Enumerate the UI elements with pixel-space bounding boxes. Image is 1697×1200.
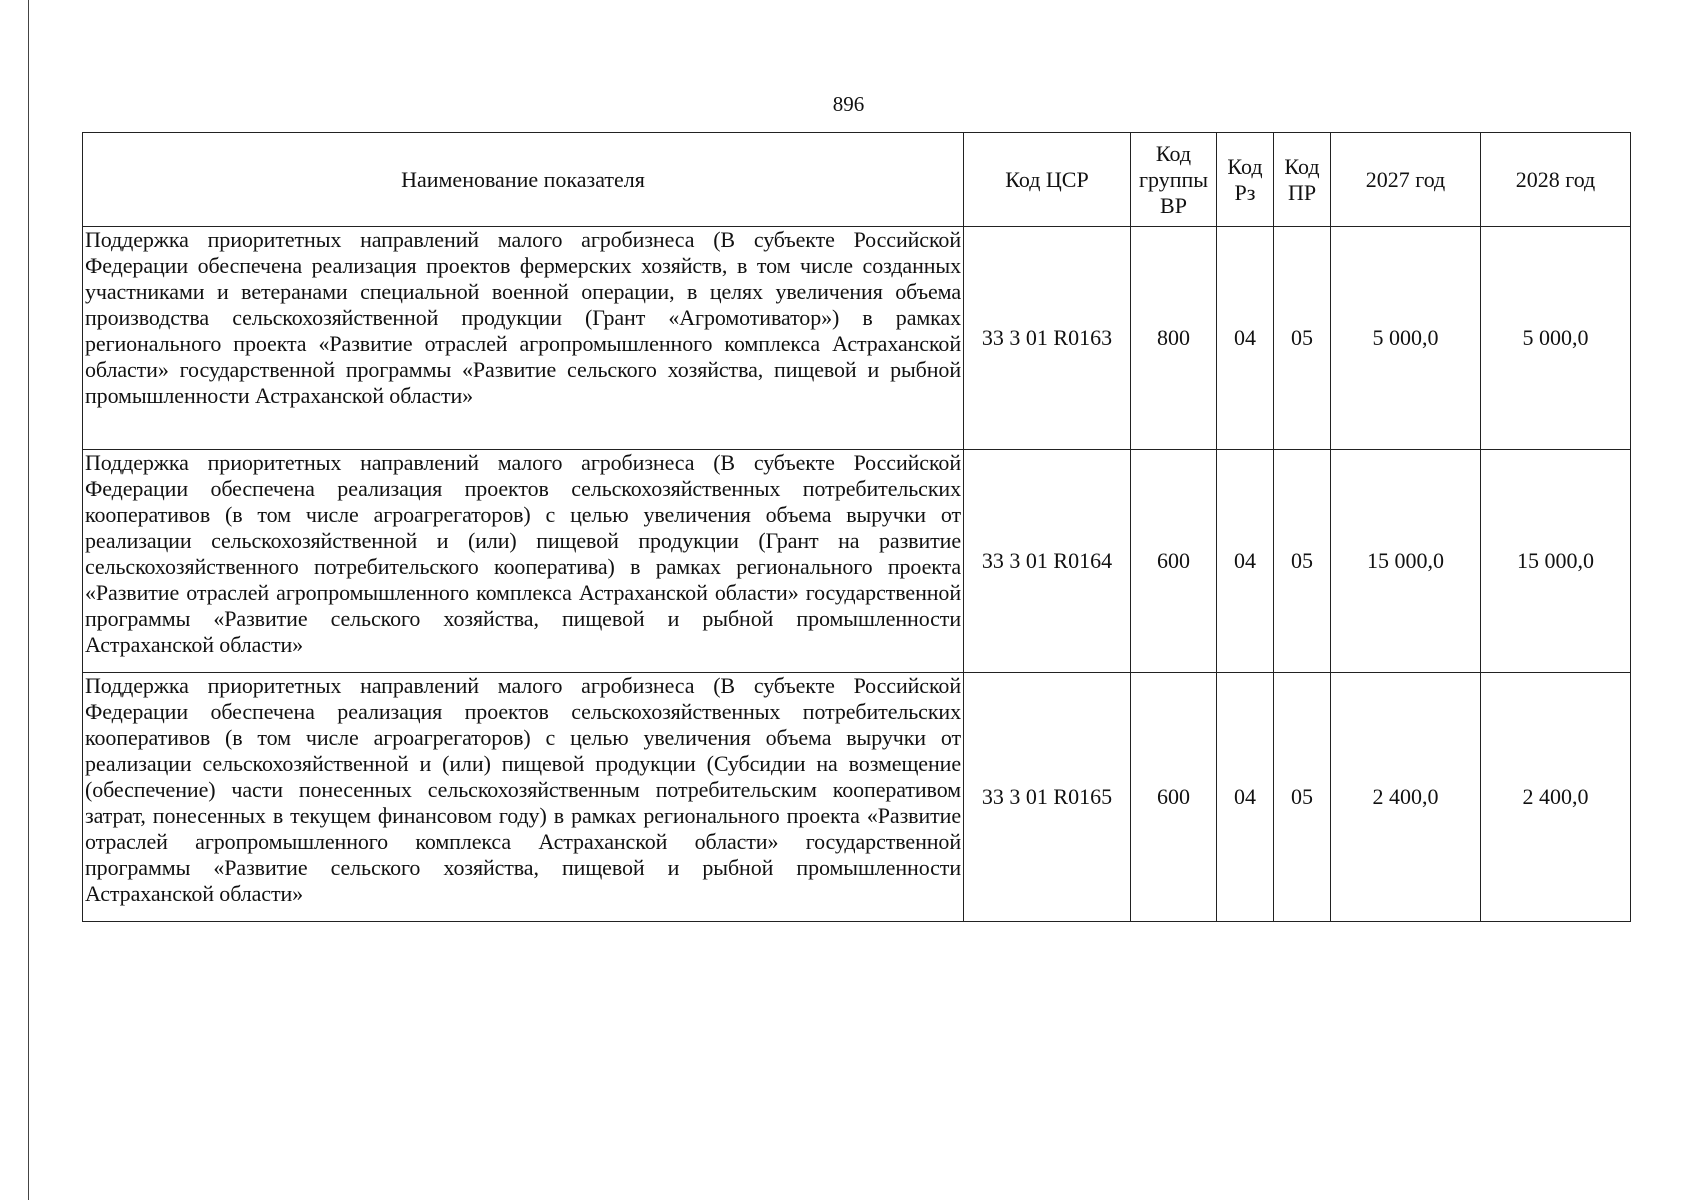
cell-2028: 5 000,0 — [1481, 227, 1631, 450]
header-2027: 2027 год — [1331, 133, 1481, 227]
table-row — [83, 227, 1631, 450]
budget-table — [82, 132, 1631, 922]
cell-rz: 04 — [1217, 673, 1274, 922]
scan-edge-line — [28, 0, 29, 1200]
cell-rz: 04 — [1217, 227, 1274, 450]
cell-csr: 33 3 01 R0164 — [964, 450, 1131, 673]
table-row — [83, 450, 1631, 673]
page-number: 896 — [832, 92, 865, 116]
header-csr: Код ЦСР — [964, 133, 1131, 227]
cell-2027: 5 000,0 — [1331, 227, 1481, 450]
cell-2027: 2 400,0 — [1331, 673, 1481, 922]
cell-2027: 15 000,0 — [1331, 450, 1481, 673]
header-pr: Код ПР — [1274, 133, 1331, 227]
cell-name: Поддержка приоритетных направлений малого агробизнеса (В субъекте Российской Федерации обеспечена реализация проектов сельскохозяйственных потребительских кооперативов (в том числе агроагрегаторов) с целью увеличения объема выручки от реализации сельскохозяйственной и (или) пищевой продукции (Субсидии на возмещение (обеспечение) части понесенных сельскохозяйственным потребительским кооперативом затрат, понесенных в текущем финансовом году) в рамках регионального проекта «Развитие отраслей агропромышленного комплекса Астраханской области» государственной программы «Развитие сельского хозяйства, пищевой и рыбной промышленности Астраханской области» — [83, 673, 964, 922]
cell-vr: 600 — [1131, 450, 1217, 673]
cell-name: Поддержка приоритетных направлений малого агробизнеса (В субъекте Российской Федерации обеспечена реализация проектов фермерских хозяйств, в том числе созданных участниками и ветеранами специальной военной операции, в целях увеличения объема производства сельскохозяйственной продукции (Грант «Агромотиватор») в рамках регионального проекта «Развитие отраслей агропромышленного комплекса Астраханской области» государственной программы «Развитие сельского хозяйства, пищевой и рыбной промышленности Астраханской области» — [83, 227, 964, 450]
cell-pr: 05 — [1274, 227, 1331, 450]
cell-2028: 15 000,0 — [1481, 450, 1631, 673]
table-row — [83, 673, 1631, 922]
cell-csr: 33 3 01 R0165 — [964, 673, 1131, 922]
table-header-row — [83, 133, 1631, 227]
cell-name: Поддержка приоритетных направлений малого агробизнеса (В субъекте Российской Федерации обеспечена реализация проектов сельскохозяйственных потребительских кооперативов (в том числе агроагрегаторов) с целью увеличения объема выручки от реализации сельскохозяйственной и (или) пищевой продукции (Грант на развитие сельскохозяйственного потребительского кооператива) в рамках регионального проекта «Развитие отраслей агропромышленного комплекса Астраханской области» государственной программы «Развитие сельского хозяйства, пищевой и рыбной промышленности Астраханской области» — [83, 450, 964, 673]
cell-csr: 33 3 01 R0163 — [964, 227, 1131, 450]
header-rz: Код Рз — [1217, 133, 1274, 227]
cell-pr: 05 — [1274, 450, 1331, 673]
header-2028: 2028 год — [1481, 133, 1631, 227]
header-vr: Код группы ВР — [1131, 133, 1217, 227]
cell-pr: 05 — [1274, 673, 1331, 922]
header-name: Наименование показателя — [83, 133, 964, 227]
cell-rz: 04 — [1217, 450, 1274, 673]
cell-vr: 800 — [1131, 227, 1217, 450]
cell-2028: 2 400,0 — [1481, 673, 1631, 922]
cell-vr: 600 — [1131, 673, 1217, 922]
